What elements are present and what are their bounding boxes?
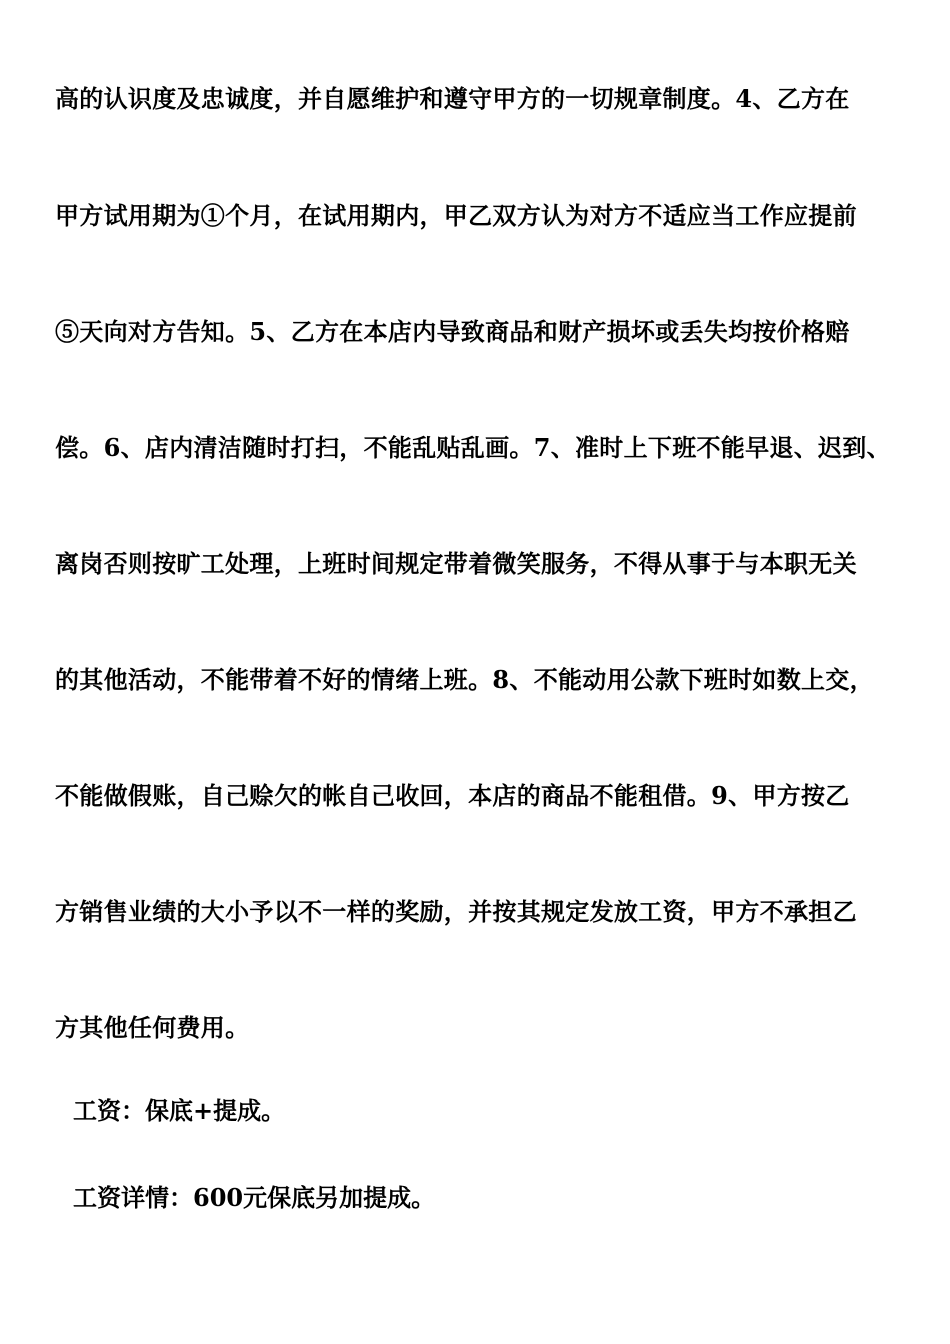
body-line-9: 方其他任何费用。: [55, 1013, 250, 1042]
body-line-4: 偿。6、店内清洁随时打扫，不能乱贴乱画。7、准时上下班不能早退、迟到、: [55, 433, 891, 462]
body-line-1: 高的认识度及忠诚度，并自愿维护和遵守甲方的一切规章制度。4、乙方在: [55, 84, 850, 113]
wage-line: 工资：保底+提成。: [73, 1096, 286, 1125]
body-line-6: 的其他活动，不能带着不好的情绪上班。8、不能动用公款下班时如数上交，: [55, 665, 874, 694]
wage-detail-line: 工资详情：600元保底另加提成。: [73, 1183, 436, 1212]
body-line-8: 方销售业绩的大小予以不一样的奖励，并按其规定发放工资，甲方不承担乙: [55, 897, 857, 926]
body-line-3: ⑤天向对方告知。5、乙方在本店内导致商品和财产损坏或丢失均按价格赔: [55, 317, 850, 346]
body-line-5: 离岗否则按旷工处理，上班时间规定带着微笑服务，不得从事于与本职无关: [55, 549, 857, 578]
body-line-7: 不能做假账，自己赊欠的帐自己收回，本店的商品不能租借。9、甲方按乙: [55, 781, 850, 810]
body-line-2: 甲方试用期为①个月，在试用期内，甲乙双方认为对方不适应当工作应提前: [55, 201, 857, 230]
